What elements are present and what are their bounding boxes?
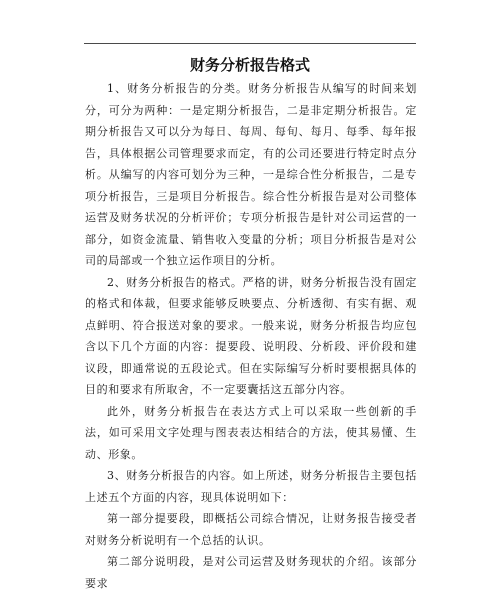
paragraph-description-section: 第二部分说明段，是对公司运营及财务现状的介绍。该部分要求 bbox=[85, 555, 417, 590]
paragraph-content: 3、财务分析报告的内容。如上所述，财务分析报告主要包括上述五个方面的内容，现具体说明如下： bbox=[85, 469, 417, 504]
paragraph-expression: 此外，财务分析报告在表达方式上可以采取一些创新的手法，如可采用文字处理与图表表达相结合的方法，使其易懂、生动、形象。 bbox=[85, 404, 417, 461]
paragraph-format: 2、财务分析报告的格式。严格的讲，财务分析报告没有固定的格式和体裁，但要求能够反映要点、分析透彻、有实有据、观点鲜明、符合报送对象的要求。一般来说，财务分析报告均应包含以下几个方面的内容：提要段、说明段、分析段、评价段和建议段，即通常说的五段论式。但在实际编写分析时要根据具体的目的和要求有所取舍，不一定要囊括这五部分内容。 bbox=[85, 275, 417, 396]
paragraph-classification: 1、财务分析报告的分类。财务分析报告从编写的时间来划分，可分为两种：一是定期分析报告，二是非定期分析报告。定期分析报告又可以分为每日、每周、每旬、每月、每季、每年报告，具体根据公司管理要求而定，有的公司还要进行特定时点分析。从编写的内容可划分为三种，一是综合性分析报告，二是专项分析报告，三是项目分析报告。综合性分析报告是对公司整体运营及财务状况的分析评价；专项分析报告是针对公司运营的一部分，如资金流量、销售收入变量的分析；项目分析报告是对公司的局部或一个独立运作项目的分析。 bbox=[85, 82, 417, 267]
page-title: 财务分析报告格式 bbox=[189, 56, 310, 74]
document-body bbox=[85, 78, 417, 594]
paragraph-summary-section: 第一部分提要段，即概括公司综合情况，让财务报告接受者对财务分析说明有一个总括的认识。 bbox=[85, 512, 417, 547]
header-rule bbox=[84, 43, 416, 44]
